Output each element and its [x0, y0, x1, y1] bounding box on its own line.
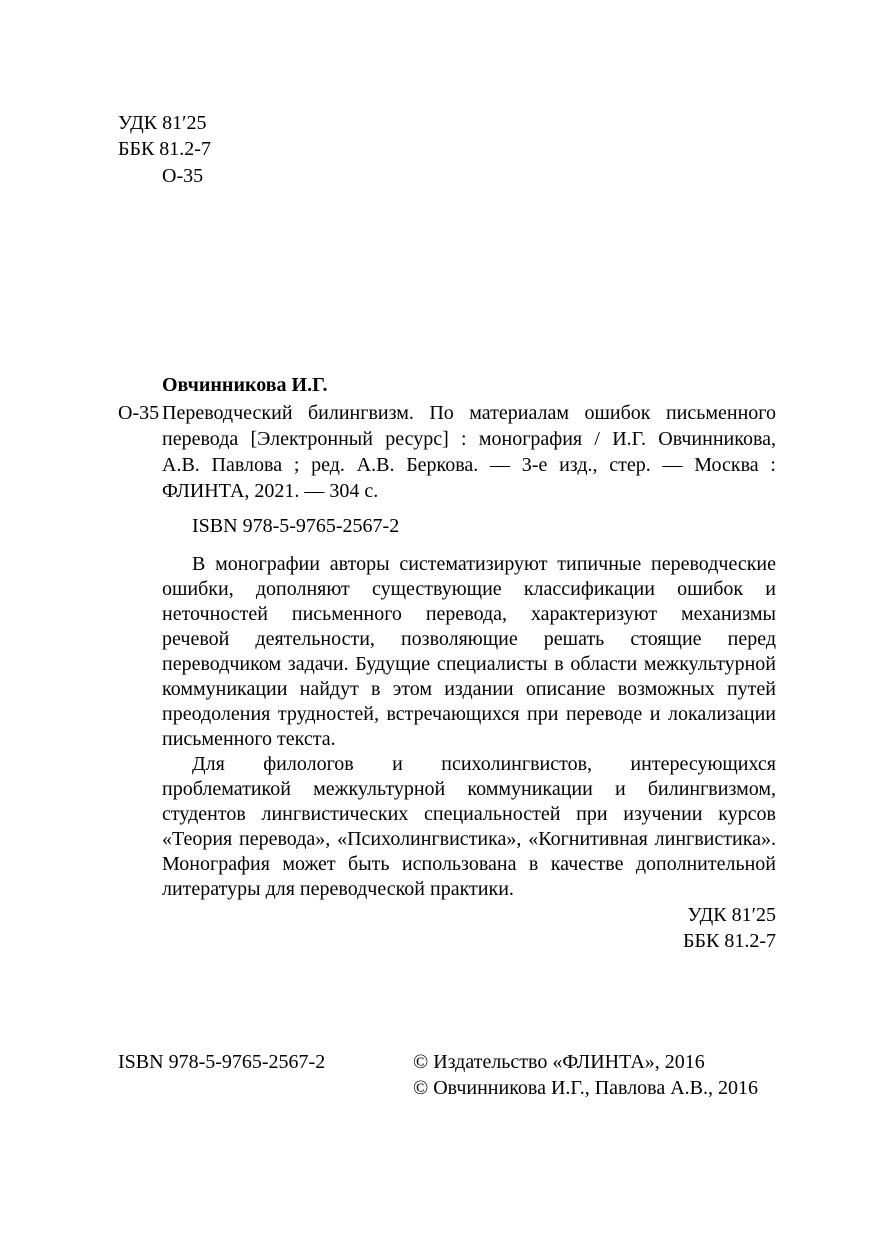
udk-code-top: УДК 81′25 — [118, 112, 207, 134]
abstract-p1-line-6: коммуникации найдут в этом издании описание возможных путей — [162, 678, 776, 700]
author-mark-top: О-35 — [162, 165, 204, 187]
abstract-p1-line-4: речевой деятельности, позволяющие решать стоящие перед — [162, 628, 776, 650]
abstract-p1-line-3: неточностей письменного перевода, характеризуют механизмы — [162, 603, 776, 625]
copyright-authors: © Овчинникова И.Г., Павлова А.В., 2016 — [413, 1077, 759, 1099]
isbn-line: ISBN 978-5-9765-2567-2 — [192, 515, 400, 537]
abstract-p1-line-7: преодоления трудностей, встречающихся при переводе и локализации — [162, 703, 776, 725]
abstract-p2-line-1: Для филологов и психолингвистов, интересующихся — [192, 753, 776, 775]
author-heading: Овчинникова И.Г. — [162, 374, 328, 396]
author-mark-bibliographic: О-35 — [118, 402, 160, 424]
abstract-p1-line-8: письменного текста. — [162, 728, 336, 750]
bibliographic-line-3: А.В. Павлова ; ред. А.В. Беркова. — 3-е изд., стер. — Москва : — [162, 454, 776, 476]
abstract-p2-line-5: Монография может быть использована в качестве дополнительной — [162, 853, 776, 875]
abstract-p1-line-5: переводчиком задачи. Будущие специалисты в области межкультурной — [162, 653, 776, 675]
abstract-p2-line-3: студентов лингвистических специальностей при изучении курсов — [162, 803, 776, 825]
abstract-p2-line-2: проблематикой межкультурной коммуникации и билингвизмом, — [162, 778, 776, 800]
bbk-code-bottom: ББК 81.2-7 — [683, 930, 776, 952]
abstract-p2-line-6: литературы для переводческой практики. — [162, 878, 514, 900]
abstract-p1-line-1: В монографии авторы систематизируют типичные переводческие — [192, 553, 776, 575]
bbk-code-top: ББК 81.2-7 — [118, 138, 211, 160]
udk-code-bottom: УДК 81′25 — [687, 904, 776, 926]
abstract-p1-line-2: ошибки, дополняют существующие классификации ошибок и — [162, 578, 776, 600]
abstract-p2-line-4: «Теория перевода», «Психолингвистика», «Когнитивная лингвистика». — [162, 828, 776, 850]
bibliographic-line-2: перевода [Электронный ресурс] : монография / И.Г. Овчинникова, — [162, 428, 776, 450]
bibliographic-line-1: Переводческий билингвизм. По материалам ошибок письменного — [162, 402, 776, 424]
copyright-publisher: © Издательство «ФЛИНТА», 2016 — [413, 1051, 705, 1073]
bibliographic-line-4: ФЛИНТА, 2021. — 304 с. — [162, 480, 379, 502]
footer-isbn: ISBN 978-5-9765-2567-2 — [118, 1051, 326, 1073]
